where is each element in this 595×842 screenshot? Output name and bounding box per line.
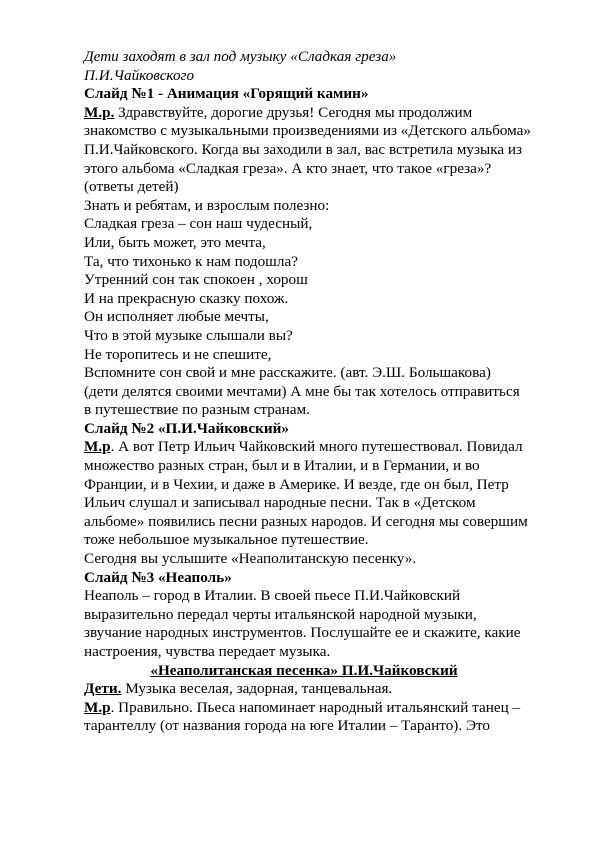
poem-line: Вспомните сон свой и мне расскажите. (авт. Э.Ш. Большакова) (84, 364, 491, 382)
paragraph-line: М.р. Здравствуйте, дорогие друзья! Сегодня мы продолжим (84, 103, 473, 121)
speaker-label: М.р. (84, 103, 115, 121)
poem-line: И на прекрасную сказку похож. (84, 289, 289, 307)
paragraph-line: тарантеллу (от названия города на юге Италии – Таранто). Это (84, 717, 491, 735)
document-page (84, 48, 531, 736)
paragraph-line: альбоме» появились песни разных народов. И сегодня мы совершим (84, 512, 528, 530)
paragraph-line: М.р. Правильно. Пьеса напоминает народный итальянский танец – (84, 698, 521, 716)
speaker-label: М.р (84, 438, 111, 456)
slide-1-heading: Слайд №1 - Анимация «Горящий камин» (84, 85, 369, 103)
paragraph-line: настроения, чувства передает музыка. (84, 643, 331, 660)
slide-2-heading: Слайд №2 «П.И.Чайковский» (84, 419, 290, 437)
intro-line: П.И.Чайковского (84, 66, 195, 84)
paragraph-line: Дети. Музыка веселая, задорная, танцевальная. (84, 680, 393, 698)
paragraph-line: знакомство с музыкальными произведениями из «Детского альбома» (84, 122, 531, 140)
paragraph-line: этого альбома «Сладкая греза». А кто знает, что такое «греза»? (84, 159, 492, 177)
paragraph-line: Франции, и в Чехии, и даже в Америке. И везде, где он был, Петр (84, 475, 509, 493)
poem-line: Что в этой музыке слышали вы? (84, 326, 293, 344)
poem-line: Та, что тихонько к нам подошла? (84, 252, 298, 270)
speaker-label: М.р (84, 698, 111, 716)
slide-3-heading: Слайд №3 «Неаполь» (84, 568, 232, 586)
poem-line: Не торопитесь и не спешите, (84, 345, 272, 363)
poem-line: Он исполняет любые мечты, (84, 308, 269, 326)
paragraph-line: Неаполь – город в Италии. В своей пьесе П.И.Чайковский (84, 587, 461, 605)
paragraph-line: П.И.Чайковского. Когда вы заходили в зал, вас встретила музыка из (84, 140, 523, 158)
poem-line: Знать и ребятам, и взрослым полезно: (84, 196, 330, 214)
paragraph-line: тоже небольшое музыкальное путешествие. (84, 531, 369, 549)
paragraph-line: множество разных стран, был и в Италии, и в Германии, и во (84, 457, 480, 475)
intro-line: Дети заходят в зал под музыку «Сладкая греза» (84, 48, 397, 65)
piece-title: «Неаполитанская песенка» П.И.Чайковский (150, 661, 458, 679)
poem-line: Или, быть может, это мечта, (84, 233, 266, 251)
poem-line: Утренний сон так спокоен , хорош (84, 271, 308, 289)
paragraph-line: (ответы детей) (84, 178, 179, 196)
paragraph-line: в путешествие по разным странам. (84, 401, 310, 419)
paragraph-line: Ильич слушал и записывал народные песни. Так в «Детском (84, 494, 476, 512)
speaker-label: Дети. (84, 680, 122, 698)
paragraph-line: выразительно передал черты итальянской народной музыки, (84, 605, 477, 623)
poem-line: Сладкая греза – сон наш чудесный, (84, 215, 313, 233)
paragraph-line: М.р. А вот Петр Ильич Чайковский много путешествовал. Повидал (84, 438, 523, 456)
paragraph-line: Сегодня вы услышите «Неаполитанскую песенку». (84, 550, 417, 568)
paragraph-line: (дети делятся своими мечтами) А мне бы так хотелось отправиться (84, 382, 520, 400)
paragraph-line: звучание народных инструментов. Послушайте ее и скажите, какие (84, 624, 521, 642)
piece-title-line (84, 662, 524, 681)
